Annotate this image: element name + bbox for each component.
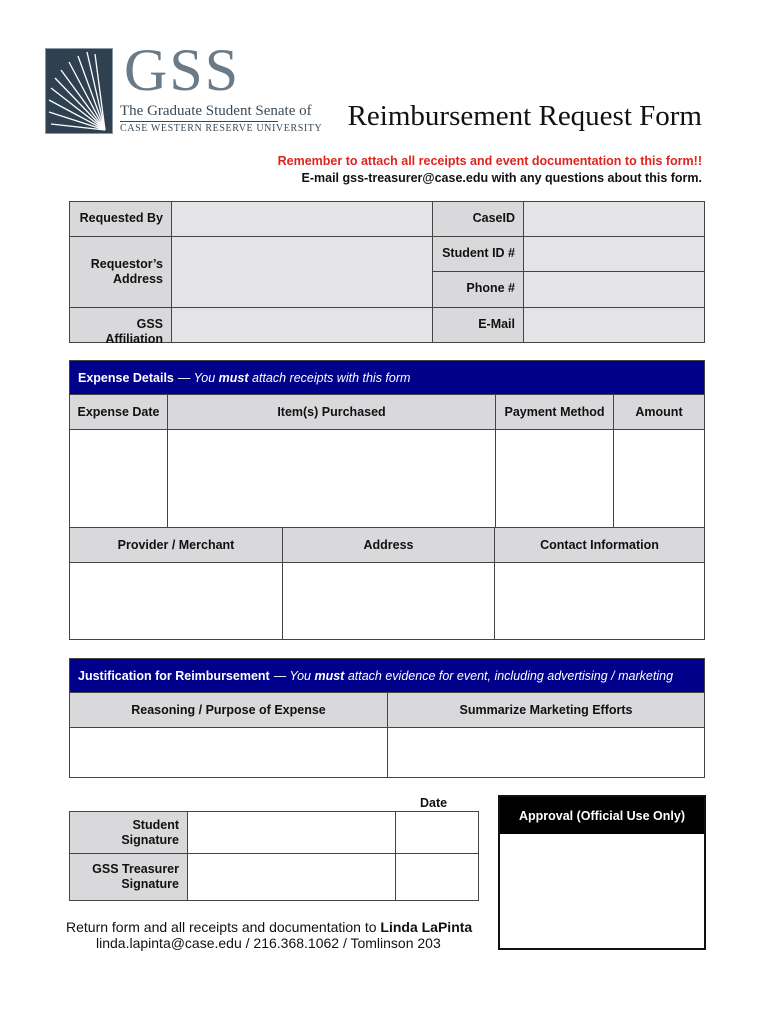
student-id-label: Student ID # [432, 236, 524, 272]
approval-label: Approval (Official Use Only) [500, 797, 704, 834]
email-label: E-Mail [432, 307, 524, 343]
logo-acronym: GSS [124, 37, 241, 103]
provider-address-input[interactable] [282, 562, 495, 640]
treasurer-date-field[interactable] [395, 853, 479, 901]
case-id-field[interactable] [523, 201, 705, 237]
email-field[interactable] [523, 307, 705, 343]
receipts-notice: Remember to attach all receipts and event documentation to this form!! [277, 154, 702, 168]
page-title: Reimbursement Request Form [347, 100, 702, 132]
reasoning-input[interactable] [69, 727, 388, 778]
case-id-label: CaseID [432, 201, 524, 237]
justification-heading: Justification for Reimbursement [78, 668, 270, 683]
contact-info-input[interactable] [494, 562, 705, 640]
expense-note: — You must attach receipts with this form [177, 370, 411, 385]
expense-details-header [69, 360, 705, 395]
provider-input[interactable] [69, 562, 283, 640]
reasoning-header: Reasoning / Purpose of Expense [69, 692, 388, 728]
affiliation-field[interactable] [171, 307, 433, 343]
logo-university: CASE WESTERN RESERVE UNIVERSITY [120, 123, 323, 134]
marketing-input[interactable] [387, 727, 705, 778]
requested-by-field[interactable] [171, 201, 433, 237]
expense-date-header: Expense Date [69, 394, 168, 430]
approval-box [498, 795, 706, 950]
expense-date-input[interactable] [69, 429, 168, 528]
student-signature-field[interactable] [187, 811, 396, 854]
email-notice: E-mail gss-treasurer@case.edu with any questions about this form. [301, 171, 702, 185]
amount-header: Amount [613, 394, 705, 430]
items-purchased-input[interactable] [167, 429, 496, 528]
requested-by-label: Requested By [69, 201, 172, 237]
contact-info-header: Contact Information [494, 527, 705, 563]
justification-note: — You must attach evidence for event, including advertising / marketing [273, 668, 674, 683]
student-id-field[interactable] [523, 236, 705, 272]
logo-subtitle: The Graduate Student Senate of [120, 103, 312, 119]
logo-sunburst-icon [45, 48, 113, 134]
treasurer-signature-label: GSS Treasurer Signature [69, 853, 188, 901]
justification-header [69, 658, 705, 693]
student-date-field[interactable] [395, 811, 479, 854]
contact-name: Linda LaPinta [380, 919, 473, 935]
return-instructions: Return form and all receipts and documentation to Linda LaPinta [66, 919, 473, 935]
address-field[interactable] [171, 236, 433, 308]
expense-heading: Expense Details [78, 370, 174, 385]
address-label: Requestor’s Address [69, 236, 172, 308]
phone-field[interactable] [523, 271, 705, 308]
affiliation-label: GSS Affiliation [69, 307, 172, 343]
contact-details: linda.lapinta@case.edu / 216.368.1062 / Tomlinson 203 [96, 935, 441, 951]
payment-method-input[interactable] [495, 429, 614, 528]
marketing-header: Summarize Marketing Efforts [387, 692, 705, 728]
treasurer-signature-field[interactable] [187, 853, 396, 901]
student-signature-label: Student Signature [69, 811, 188, 854]
provider-address-header: Address [282, 527, 495, 563]
items-purchased-header: Item(s) Purchased [167, 394, 496, 430]
provider-header: Provider / Merchant [69, 527, 283, 563]
payment-method-header: Payment Method [495, 394, 614, 430]
phone-label: Phone # [432, 271, 524, 308]
date-label: Date [420, 796, 448, 810]
amount-input[interactable] [613, 429, 705, 528]
logo-divider [120, 121, 278, 122]
